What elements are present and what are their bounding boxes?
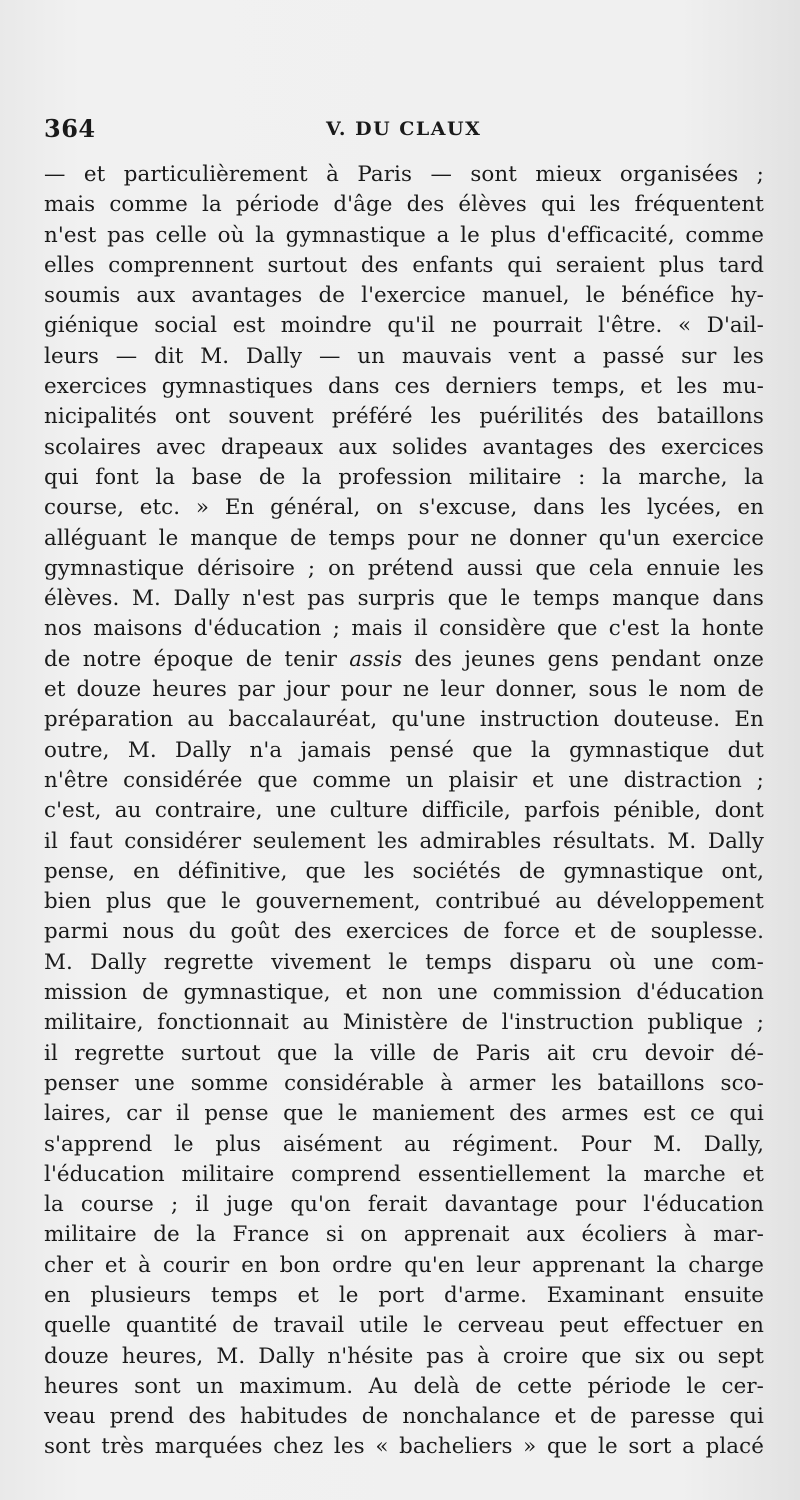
text-line: cher et à courir en bon ordre qu'en leur apprenant la charge (44, 1252, 764, 1278)
text-line: scolaires avec drapeaux aux solides avantages des exercices (44, 434, 764, 460)
text-line: l'éducation militaire comprend essentiellement la marche et (44, 1161, 764, 1187)
text-line: qui font la base de la profession militaire : la marche, la (44, 464, 764, 490)
text-line: il regrette surtout que la ville de Paris ait cru devoir dé- (44, 1040, 764, 1066)
text-line: laires, car il pense que le maniement des armes est ce qui (44, 1101, 764, 1127)
text-line: — et particulièrement à Paris — sont mieux organisées ; (44, 162, 764, 187)
text-line: militaire de la France si on apprenait aux écoliers à mar- (44, 1222, 764, 1248)
text-line: mission de gymnastique, et non une commission d'éducation (44, 980, 764, 1006)
text-line: nicipalités ont souvent préféré les puérilités des bataillons (44, 404, 764, 430)
text-line: quelle quantité de travail utile le cerveau peut effectuer en (44, 1313, 764, 1339)
body-text (44, 160, 764, 1463)
text-line: penser une somme considérable à armer les bataillons sco- (44, 1070, 764, 1096)
text-line: n'est pas celle où la gymnastique a le plus d'efficacité, comme (44, 222, 764, 248)
text-line: course, etc. » En général, on s'excuse, dans les lycées, en (44, 495, 764, 521)
text-line: c'est, au contraire, une culture difficile, parfois pénible, dont (44, 798, 764, 824)
text-line: préparation au baccalauréat, qu'une instruction douteuse. En (44, 707, 764, 733)
text-line: de notre époque de tenir assis des jeunes gens pendant onze (44, 646, 765, 672)
text-line: en plusieurs temps et le port d'arme. Examinant ensuite (44, 1282, 764, 1308)
text-line: il faut considérer seulement les admirables résultats. M. Dally (44, 828, 764, 854)
text-line: outre, M. Dally n'a jamais pensé que la gymnastique dut (44, 737, 764, 763)
page-number: 364 (44, 114, 96, 143)
text-line: bien plus que le gouvernement, contribué au développement (44, 889, 764, 915)
text-line: sont très marquées chez les « bacheliers » que le sort a placé (44, 1434, 764, 1460)
text-line: elles comprennent surtout des enfants qui seraient plus tard (44, 252, 764, 278)
text-line: s'apprend le plus aisément au régiment. Pour M. Dally, (44, 1131, 764, 1157)
text-line: M. Dally regrette vivement le temps disparu où une com- (44, 949, 764, 975)
page-header (44, 114, 764, 148)
text-line: heures sont un maximum. Au delà de cette période le cer- (44, 1373, 764, 1399)
text-line: élèves. M. Dally n'est pas surpris que le temps manque dans (44, 586, 764, 612)
text-line: la course ; il juge qu'on ferait davantage pour l'éducation (44, 1192, 764, 1218)
text-line: exercices gymnastiques dans ces derniers temps, et les mu- (44, 374, 764, 400)
emphasis-word: assis (349, 646, 403, 672)
text-line: leurs — dit M. Dally — un mauvais vent a passé sur les (44, 343, 764, 369)
text-line: nos maisons d'éducation ; mais il considère que c'est la honte (44, 616, 764, 642)
text-line: alléguant le manque de temps pour ne donner qu'un exercice (44, 525, 764, 551)
text-line: soumis aux avantages de l'exercice manuel, le bénéfice hy- (44, 283, 764, 309)
text-line: et douze heures par jour pour ne leur donner, sous le nom de (44, 677, 764, 703)
running-head: V. DU CLAUX (326, 118, 482, 140)
text-line: douze heures, M. Dally n'hésite pas à croire que six ou sept (44, 1343, 764, 1369)
text-line: pense, en définitive, que les sociétés de gymnastique ont, (44, 858, 764, 884)
text-line: giénique social est moindre qu'il ne pourrait l'être. « D'ail- (44, 313, 764, 339)
text-line: mais comme la période d'âge des élèves qui les fréquentent (44, 192, 764, 218)
text-line: gymnastique dérisoire ; on prétend aussi que cela ennuie les (44, 555, 764, 581)
text-line: militaire, fonctionnait au Ministère de l'instruction publique ; (44, 1010, 764, 1036)
text-line: veau prend des habitudes de nonchalance et de paresse qui (44, 1404, 764, 1430)
text-line: parmi nous du goût des exercices de force et de souplesse. (44, 919, 764, 945)
text-line: n'être considérée que comme un plaisir et une distraction ; (44, 767, 764, 793)
